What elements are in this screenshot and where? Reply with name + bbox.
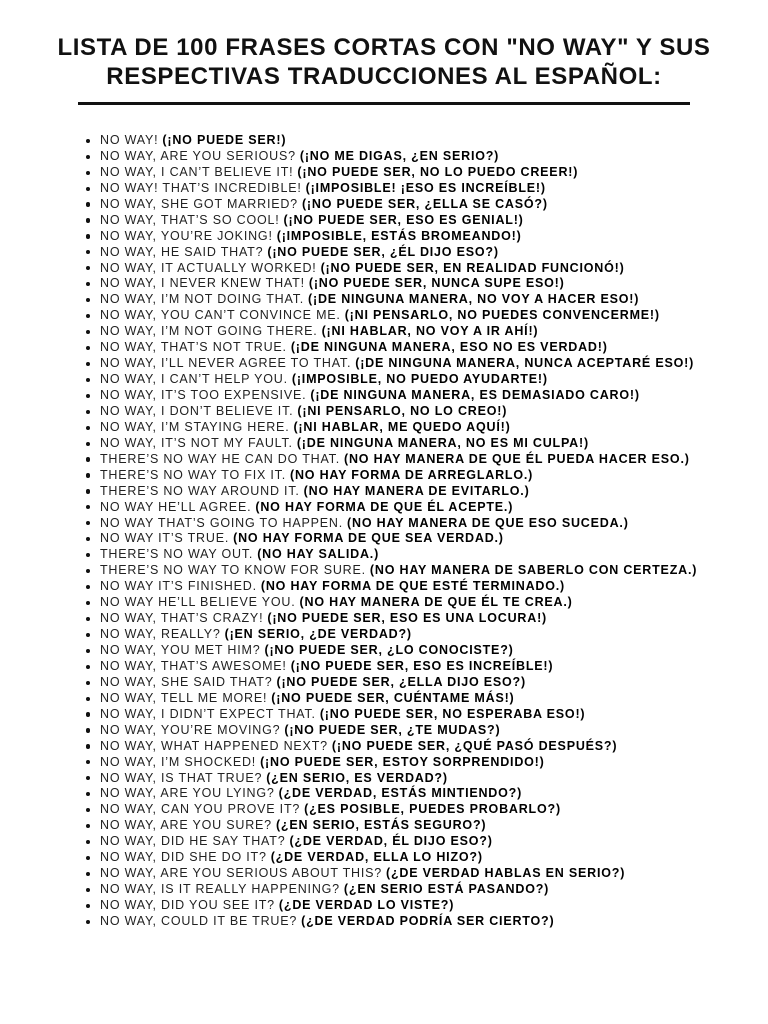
english-phrase: NO WAY, I NEVER KNEW THAT!: [100, 276, 305, 291]
list-item: [0, 595, 768, 611]
list-item: [0, 691, 768, 707]
spanish-translation: (NO HAY FORMA DE QUE SEA VERDAD.): [233, 531, 504, 546]
list-item: [0, 468, 768, 484]
english-phrase: NO WAY, TELL ME MORE!: [100, 690, 268, 705]
list-item: [0, 181, 768, 197]
spanish-translation: (NO HAY FORMA DE QUE ESTÉ TERMINADO.): [260, 579, 566, 594]
bullet: [86, 681, 90, 685]
list-item: [0, 149, 768, 165]
spanish-translation: (¡IMPOSIBLE, ESTÁS BROMEANDO!): [276, 228, 522, 243]
bullet: [86, 457, 90, 461]
spanish-translation: (¡NO PUEDE SER, NUNCA SUPE ESO!): [308, 276, 565, 291]
list-item: [0, 723, 768, 739]
bullet: [86, 824, 90, 828]
bullet: [86, 872, 90, 876]
list-item: [0, 500, 768, 516]
bullet: [86, 856, 90, 860]
list-item: [0, 659, 768, 675]
list-item: [0, 276, 768, 292]
spanish-translation: (¡DE NINGUNA MANERA, NO VOY A HACER ESO!): [308, 292, 640, 307]
bullet: [86, 410, 90, 414]
bullet: [86, 744, 90, 748]
bullet: [86, 314, 90, 318]
list-item: [0, 229, 768, 245]
bullet: [86, 362, 90, 366]
list-item: [0, 404, 768, 420]
english-phrase: NO WAY, HE SAID THAT?: [100, 244, 264, 259]
spanish-translation: (¡DE NINGUNA MANERA, ES DEMASIADO CARO!): [310, 388, 640, 402]
list-item: [0, 516, 768, 532]
spanish-translation: (¡NO PUEDE SER, NO LO PUEDO CREER!): [297, 164, 579, 179]
list-item: [0, 786, 768, 802]
spanish-translation: (¡NO PUEDE SER, NO ESPERABA ESO!): [319, 706, 586, 721]
bullet: [86, 330, 90, 334]
bullet: [86, 250, 90, 254]
bullet: [86, 266, 90, 270]
list-item: [0, 834, 768, 850]
list-item: [0, 850, 768, 866]
list-item: [0, 213, 768, 229]
list-item: [0, 898, 768, 914]
english-phrase: NO WAY, CAN YOU PROVE IT?: [100, 802, 301, 817]
english-phrase: NO WAY THAT’S GOING TO HAPPEN.: [100, 515, 344, 530]
spanish-translation: (¡NO PUEDE SER, ¿ELLA SE CASÓ?): [301, 196, 548, 211]
spanish-translation: (¡NI PENSARLO, NO PUEDES CONVENCERME!): [344, 308, 660, 323]
english-phrase: NO WAY, YOU CAN’T CONVINCE ME.: [100, 308, 341, 323]
spanish-translation: (¡NO PUEDE SER, EN REALIDAD FUNCIONÓ!): [320, 260, 625, 275]
bullet: [86, 904, 90, 908]
spanish-translation: (¡NO PUEDE SER, ¿TE MUDAS?): [284, 722, 501, 737]
english-phrase: THERE’S NO WAY TO KNOW FOR SURE.: [100, 563, 366, 578]
bullet: [86, 697, 90, 701]
english-phrase: NO WAY, ARE YOU SURE?: [100, 818, 272, 833]
list-item: [0, 579, 768, 595]
bullet: [86, 378, 90, 382]
english-phrase: NO WAY, I’M NOT DOING THAT.: [100, 292, 305, 307]
bullet: [86, 712, 90, 716]
bullet: [86, 171, 90, 175]
list-item: [0, 914, 768, 930]
list-item: [0, 707, 768, 723]
english-phrase: NO WAY, I CAN’T BELIEVE IT!: [100, 164, 294, 179]
english-phrase: NO WAY, I’M SHOCKED!: [100, 754, 257, 769]
page-title: LISTA DE 100 FRASES CORTAS CON "NO WAY" Y SUS RESPECTIVAS TRADUCCIONES AL ESPAÑOL:: [57, 34, 711, 90]
spanish-translation: (NO HAY MANERA DE EVITARLO.): [303, 483, 530, 498]
english-phrase: NO WAY, YOU’RE MOVING?: [100, 722, 281, 737]
spanish-translation: (NO HAY FORMA DE ARREGLARLO.): [290, 467, 534, 482]
english-phrase: NO WAY, YOU MET HIM?: [100, 643, 261, 657]
english-phrase: NO WAY, COULD IT BE TRUE?: [100, 913, 298, 928]
english-phrase: NO WAY, I’LL NEVER AGREE TO THAT.: [100, 356, 352, 371]
list-item: [0, 818, 768, 834]
english-phrase: NO WAY, YOU’RE JOKING!: [100, 228, 273, 243]
list-item: [0, 739, 768, 755]
list-item: [0, 531, 768, 547]
list-item: [0, 133, 768, 149]
english-phrase: NO WAY, I’M STAYING HERE.: [100, 419, 290, 434]
phrase-list: [0, 133, 768, 930]
english-phrase: NO WAY, I DIDN’T EXPECT THAT.: [100, 706, 316, 721]
bullet: [86, 553, 90, 557]
bullet: [86, 521, 90, 525]
list-item: [0, 547, 768, 563]
list-item: [0, 324, 768, 340]
bullet: [86, 537, 90, 541]
list-item: [0, 388, 768, 404]
bullet: [86, 792, 90, 796]
spanish-translation: (¡NO PUEDE SER, ¿ELLA DIJO ESO?): [276, 674, 526, 689]
list-item: [0, 802, 768, 818]
english-phrase: NO WAY, IT’S NOT MY FAULT.: [100, 435, 293, 450]
list-item: [0, 245, 768, 261]
bullet: [86, 840, 90, 844]
bullet: [86, 473, 90, 477]
spanish-translation: (¡NO PUEDE SER, ¿LO CONOCISTE?): [264, 643, 514, 657]
bullet: [86, 218, 90, 222]
spanish-translation: (¿ES POSIBLE, PUEDES PROBARLO?): [304, 802, 561, 817]
english-phrase: NO WAY!: [100, 133, 159, 147]
bullet: [86, 298, 90, 302]
english-phrase: NO WAY! THAT’S INCREDIBLE!: [100, 180, 302, 195]
bullet: [86, 489, 90, 493]
english-phrase: NO WAY, THAT’S NOT TRUE.: [100, 340, 287, 355]
bullet: [86, 346, 90, 350]
spanish-translation: (¿EN SERIO, ES VERDAD?): [266, 770, 448, 785]
english-phrase: NO WAY IT’S TRUE.: [100, 531, 230, 546]
spanish-translation: (¡NO PUEDE SER, ESO ES GENIAL!): [283, 212, 524, 227]
spanish-translation: (¡NO PUEDE SER, ¿QUÉ PASÓ DESPUÉS?): [331, 738, 618, 753]
english-phrase: NO WAY HE’LL BELIEVE YOU.: [100, 595, 296, 610]
bullet: [86, 234, 90, 238]
spanish-translation: (¿EN SERIO, ESTÁS SEGURO?): [275, 818, 487, 833]
spanish-translation: (¡NI HABLAR, ME QUEDO AQUÍ!): [293, 419, 511, 434]
bullet: [86, 728, 90, 732]
spanish-translation: (¿DE VERDAD, ESTÁS MINTIENDO?): [278, 786, 523, 801]
list-item: [0, 771, 768, 787]
list-item: [0, 197, 768, 213]
list-item: [0, 755, 768, 771]
list-item: [0, 340, 768, 356]
spanish-translation: (¿DE VERDAD, ÉL DIJO ESO?): [289, 834, 493, 849]
spanish-translation: (¡NO PUEDE SER, ESTOY SORPRENDIDO!): [260, 754, 545, 769]
english-phrase: NO WAY, I’M NOT GOING THERE.: [100, 324, 318, 339]
english-phrase: NO WAY, REALLY?: [100, 627, 221, 642]
bullet: [86, 442, 90, 446]
spanish-translation: (¡NO PUEDE SER, ¿ÉL DIJO ESO?): [267, 244, 499, 259]
bullet: [86, 282, 90, 286]
english-phrase: NO WAY, IS THAT TRUE?: [100, 770, 263, 785]
spanish-translation: (NO HAY FORMA DE QUE ÉL ACEPTE.): [255, 499, 514, 514]
english-phrase: NO WAY, SHE SAID THAT?: [100, 674, 273, 689]
list-item: [0, 563, 768, 579]
list-item: [0, 261, 768, 277]
spanish-translation: (NO HAY SALIDA.): [257, 547, 380, 562]
bullet: [86, 633, 90, 637]
list-item: [0, 675, 768, 691]
english-phrase: NO WAY, ARE YOU SERIOUS ABOUT THIS?: [100, 866, 383, 881]
spanish-translation: (¡IMPOSIBLE, NO PUEDO AYUDARTE!): [291, 372, 548, 387]
list-item: [0, 436, 768, 452]
list-item: [0, 308, 768, 324]
english-phrase: NO WAY, IS IT REALLY HAPPENING?: [100, 882, 340, 897]
english-phrase: NO WAY, ARE YOU LYING?: [100, 786, 275, 801]
list-item: [0, 165, 768, 181]
english-phrase: THERE’S NO WAY OUT.: [100, 547, 254, 562]
list-item: [0, 452, 768, 468]
spanish-translation: (NO HAY MANERA DE QUE ESO SUCEDA.): [347, 515, 629, 530]
list-item: [0, 866, 768, 882]
spanish-translation: (NO HAY MANERA DE QUE ÉL TE CREA.): [299, 595, 573, 610]
title-divider: [78, 102, 690, 105]
english-phrase: NO WAY, DID HE SAY THAT?: [100, 834, 286, 849]
spanish-translation: (¿DE VERDAD HABLAS EN SERIO?): [386, 866, 626, 881]
spanish-translation: (¡NO ME DIGAS, ¿EN SERIO?): [299, 148, 500, 163]
list-item: [0, 627, 768, 643]
english-phrase: NO WAY, WHAT HAPPENED NEXT?: [100, 738, 328, 753]
english-phrase: NO WAY, THAT’S SO COOL!: [100, 212, 280, 227]
bullet: [86, 776, 90, 780]
bullet: [86, 505, 90, 509]
list-item: [0, 420, 768, 436]
list-item: [0, 484, 768, 500]
bullet: [86, 426, 90, 430]
english-phrase: NO WAY, THAT’S AWESOME!: [100, 658, 287, 673]
bullet: [86, 617, 90, 621]
english-phrase: NO WAY, DID SHE DO IT?: [100, 850, 267, 865]
spanish-translation: (NO HAY MANERA DE SABERLO CON CERTEZA.): [369, 563, 698, 578]
spanish-translation: (¡NO PUEDE SER!): [162, 133, 287, 147]
english-phrase: NO WAY, THAT’S CRAZY!: [100, 611, 264, 626]
spanish-translation: (¡IMPOSIBLE! ¡ESO ES INCREÍBLE!): [305, 180, 546, 195]
spanish-translation: (¡NI HABLAR, NO VOY A IR AHÍ!): [321, 324, 539, 339]
bullet: [86, 187, 90, 191]
bullet: [86, 920, 90, 924]
english-phrase: NO WAY, IT’S TOO EXPENSIVE.: [100, 388, 307, 402]
list-item: [0, 356, 768, 372]
bullet: [86, 808, 90, 812]
spanish-translation: (¿DE VERDAD PODRÍA SER CIERTO?): [301, 913, 555, 928]
list-item: [0, 611, 768, 627]
list-item: [0, 643, 768, 659]
spanish-translation: (¡DE NINGUNA MANERA, ESO NO ES VERDAD!): [290, 340, 608, 355]
spanish-translation: (¡NI PENSARLO, NO LO CREO!): [297, 403, 508, 418]
english-phrase: THERE’S NO WAY AROUND IT.: [100, 483, 300, 498]
english-phrase: NO WAY IT’S FINISHED.: [100, 579, 257, 594]
bullet: [86, 760, 90, 764]
bullet: [86, 202, 90, 206]
list-item: [0, 372, 768, 388]
spanish-translation: (¿DE VERDAD LO VISTE?): [278, 898, 455, 912]
spanish-translation: (¡NO PUEDE SER, CUÉNTAME MÁS!): [271, 690, 515, 705]
bullet: [86, 394, 90, 398]
spanish-translation: (¡DE NINGUNA MANERA, NUNCA ACEPTARÉ ESO!): [355, 356, 695, 371]
spanish-translation: (¿DE VERDAD, ELLA LO HIZO?): [270, 850, 483, 865]
list-item: [0, 292, 768, 308]
bullet: [86, 139, 90, 143]
english-phrase: NO WAY, IT ACTUALLY WORKED!: [100, 260, 317, 275]
english-phrase: NO WAY, I DON’T BELIEVE IT.: [100, 403, 294, 418]
bullet: [86, 888, 90, 892]
english-phrase: THERE’S NO WAY TO FIX IT.: [100, 467, 286, 482]
bullet: [86, 601, 90, 605]
english-phrase: NO WAY, I CAN’T HELP YOU.: [100, 372, 288, 387]
spanish-translation: (NO HAY MANERA DE QUE ÉL PUEDA HACER ESO.): [344, 451, 690, 466]
spanish-translation: (¿EN SERIO ESTÁ PASANDO?): [343, 882, 550, 897]
english-phrase: NO WAY, SHE GOT MARRIED?: [100, 196, 298, 211]
english-phrase: THERE’S NO WAY HE CAN DO THAT.: [100, 451, 340, 466]
spanish-translation: (¡DE NINGUNA MANERA, NO ES MI CULPA!): [296, 435, 589, 450]
spanish-translation: (¡NO PUEDE SER, ESO ES INCREÍBLE!): [290, 658, 554, 673]
english-phrase: NO WAY HE’LL AGREE.: [100, 499, 252, 514]
spanish-translation: (¡NO PUEDE SER, ESO ES UNA LOCURA!): [267, 611, 547, 626]
spanish-translation: (¡EN SERIO, ¿DE VERDAD?): [224, 627, 412, 642]
bullet: [86, 649, 90, 653]
bullet: [86, 665, 90, 669]
english-phrase: NO WAY, ARE YOU SERIOUS?: [100, 148, 296, 163]
bullet: [86, 585, 90, 589]
bullet: [86, 155, 90, 159]
list-item: [0, 882, 768, 898]
english-phrase: NO WAY, DID YOU SEE IT?: [100, 898, 275, 912]
bullet: [86, 569, 90, 573]
